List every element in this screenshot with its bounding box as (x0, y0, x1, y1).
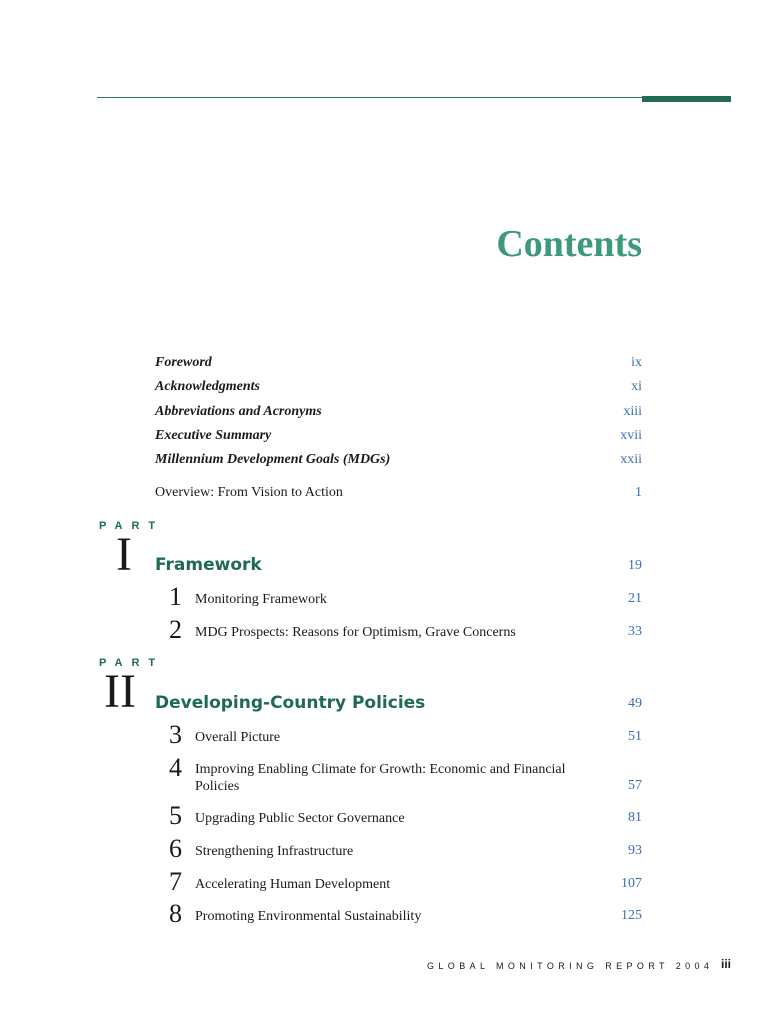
chapter-title[interactable]: Upgrading Public Sector Governance (195, 811, 405, 826)
part-numeral: II (104, 665, 136, 718)
part-title[interactable]: Framework (155, 555, 262, 575)
part-page[interactable]: 19 (628, 558, 642, 573)
chapter-title[interactable]: Strengthening Infrastructure (195, 844, 354, 859)
chapter-page[interactable]: 107 (621, 876, 642, 891)
chapter-number: 6 (169, 834, 182, 863)
chapter-number: 7 (169, 867, 182, 896)
chapter-number: 8 (169, 899, 182, 928)
toc-entry-page[interactable]: 1 (635, 485, 642, 500)
part-numeral: I (116, 528, 132, 581)
toc-entry-label: Executive Summary (155, 428, 272, 443)
chapter-title[interactable]: MDG Prospects: Reasons for Optimism, Grave Concerns (195, 625, 516, 640)
page-number: iii (720, 957, 731, 971)
chapter-page[interactable]: 51 (628, 729, 642, 744)
header-rule-accent (642, 96, 731, 102)
chapter-page[interactable]: 57 (628, 778, 642, 793)
chapter-page[interactable]: 33 (628, 624, 642, 639)
header-rule (97, 97, 642, 98)
chapter-title[interactable]: Promoting Environmental Sustainability (195, 909, 422, 924)
toc-entry-label: Abbreviations and Acronyms (155, 404, 322, 419)
toc-entry-page[interactable]: ix (631, 355, 642, 370)
part-title[interactable]: Developing-Country Policies (155, 693, 426, 713)
chapter-page[interactable]: 21 (628, 591, 642, 606)
chapter-title[interactable]: Accelerating Human Development (195, 877, 391, 892)
chapter-title[interactable]: Improving Enabling Climate for Growth: Economic and Financial Policies (195, 762, 566, 794)
running-footer: GLOBAL MONITORING REPORT 2004 (427, 961, 714, 971)
chapter-page[interactable]: 125 (621, 908, 642, 923)
toc-entry-page[interactable]: xi (631, 379, 642, 394)
chapter-number: 2 (169, 615, 182, 644)
chapter-title[interactable]: Monitoring Framework (195, 592, 327, 607)
toc-entry-label: Foreword (155, 355, 212, 370)
page-title: Contents (496, 223, 642, 265)
toc-entry-label: Acknowledgments (155, 379, 261, 394)
chapter-number: 3 (169, 720, 182, 749)
chapter-title[interactable]: Overall Picture (195, 730, 281, 745)
toc-entry-page[interactable]: xxii (620, 452, 642, 467)
part-label: PART (99, 520, 165, 532)
toc-entry-label: Millennium Development Goals (MDGs) (155, 452, 391, 467)
toc-entry-page[interactable]: xvii (620, 428, 642, 443)
part-page[interactable]: 49 (628, 696, 642, 711)
chapter-number: 1 (169, 582, 182, 611)
chapter-page[interactable]: 93 (628, 843, 642, 858)
chapter-page[interactable]: 81 (628, 810, 642, 825)
toc-entry-label: Overview: From Vision to Action (155, 485, 343, 500)
chapter-number: 4 (169, 753, 182, 782)
toc-entry-page[interactable]: xiii (623, 404, 642, 419)
chapter-number: 5 (169, 801, 182, 830)
part-label: PART (99, 657, 165, 669)
